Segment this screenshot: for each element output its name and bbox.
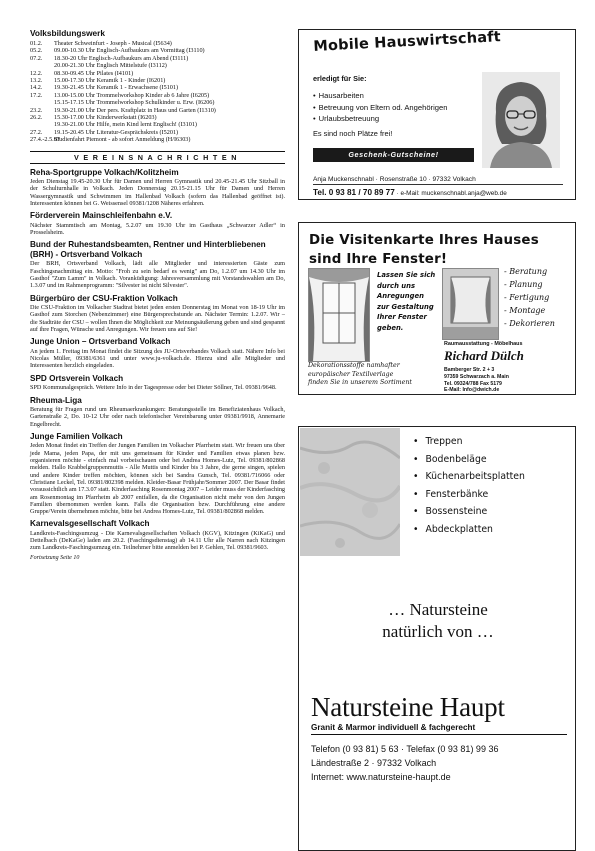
list-item: • Bodenbeläge <box>413 451 525 469</box>
phone: Telefon (0 93 81) 5 63 · Telefax (0 93 81) 99 36 <box>311 744 499 754</box>
course-text: 19.15-20.45 Uhr Literatur-Gesprächskreis (I5201) <box>54 128 179 136</box>
club-text: SPD Kommunalgespräch. Weitere Info in der Tagespresse oder bei Dieter Söllner, Tel. 09381/9648. <box>30 384 277 392</box>
club-text: Die CSU-Fraktion im Volkacher Stadtrat bietet jeden ersten Donnerstag im Monat von 18-19 Uhr im Gasthof zum Storchen (Nebenzimmer) eine Bürgersprechstunde an. Nächster Termin: 1.2.07. Wir – die Stadträte der CSU – wollen Ihnen die Möglichkeit zur Meinungsäußerung geben und sind gespannt auf ihre Fragen, Wünsche und Anregungen. Wir freuen uns auf Sie! <box>30 304 286 334</box>
text-line: Dekorationsstoffe namhafter <box>308 362 400 369</box>
club-text: Beratung für Fragen rund um Rheumaerkrankungen: Beratungsstelle im Benefiziatenhaus Volkach, Gartenstraße 2, Do. 10-12 Uhr oder nach telefonischer Vereinbarung unter 09381/9918, Annemarie Engelbrecht. <box>30 406 285 428</box>
voucher-banner: Geschenk-Gutscheine! <box>313 148 474 162</box>
ad-title: Mobile Hauswirtschaft <box>313 29 502 55</box>
city: 97359 Schwarzach a. Main <box>444 373 509 380</box>
product-list <box>413 433 525 539</box>
brand-tagline: Granit & Marmor individuell & fachgerecht <box>311 723 476 732</box>
slogan-line: … Natursteine <box>388 600 488 619</box>
list-item: • Urlaubsbetreuung <box>313 113 447 125</box>
course-date: 01.2. <box>30 40 43 47</box>
company-name: Richard Dülch <box>444 348 524 363</box>
course-text: 08.30-09.45 Uhr Pilates (I4101) <box>54 69 134 77</box>
service-list <box>313 90 447 125</box>
left-column <box>30 28 285 561</box>
club-title: Bund der Ruhestandsbeamten, Rentner und Hinterbliebenen (BRH) - Ortsverband Volkach <box>30 240 266 259</box>
ad-raumausstattung <box>298 222 576 395</box>
phone: Tel. 09324/788 Fax 5179 <box>444 380 502 387</box>
course-row <box>30 55 285 62</box>
vereinsnachrichten-banner: VEREINSNACHRICHTEN <box>30 151 285 164</box>
course-date <box>30 121 54 128</box>
club-notice <box>30 374 285 392</box>
volksbildungswerk-list <box>30 40 285 144</box>
text-line: finden Sie in unserem Sortiment <box>308 379 412 387</box>
course-text: 18.30-20 Uhr Englisch-Aufbaukurs am Abend (I3111) <box>54 54 189 62</box>
window-curtain-image <box>308 268 370 362</box>
course-date: 14.2. <box>30 84 43 92</box>
list-item: - Beratung <box>504 265 555 278</box>
course-text: 15.15-17.15 Uhr Trommelworkshop Schulkinder u. Erw. (I6206) <box>54 99 215 107</box>
club-notice <box>30 211 285 236</box>
ad-mobile-hauswirtschaft <box>298 29 576 200</box>
list-item: - Dekorieren <box>504 317 555 330</box>
slogan <box>299 599 577 643</box>
list-item: • Hausarbeiten <box>313 90 447 102</box>
course-row <box>30 70 285 77</box>
divider <box>311 734 567 735</box>
course-row <box>30 121 285 128</box>
course-row <box>30 62 285 69</box>
course-text: 13.00-15.00 Uhr Trommelworkshop Kinder ab 6 Jahre (I6205) <box>54 91 210 99</box>
text-line: Lassen Sie sich <box>377 271 436 279</box>
club-title: Junge Union – Ortsverband Volkach <box>30 337 171 347</box>
brand-contact <box>311 742 498 784</box>
street: Bamberger Str. 2 + 3 <box>444 367 495 373</box>
portrait-photo <box>482 72 560 168</box>
list-item: • Treppen <box>413 433 525 451</box>
interior-image <box>442 268 499 340</box>
ad-title <box>309 231 539 269</box>
list-item: • Bossensteine <box>413 503 525 521</box>
stone-texture-image <box>300 428 400 556</box>
course-row <box>30 47 285 54</box>
club-text: Jeden Dienstag 19.45-20.30 Uhr für Damen und Herren Gymnastik und 20.45-21.45 Uhr Sitzball in der Schulturnhalle in Volkach. Jeden Donnerstag 20.15-21.15 Uhr für Damen und Herren Wassergymnastik und Schwimmen im Hallenbad Volkach (sofern das Hallenbad geöffnet ist). Interessenten können bei G. Weissensel 09381/1208 Näheres erfahren. <box>30 178 285 208</box>
course-date <box>30 99 54 106</box>
course-date: 27.4.-2.5.07 <box>30 136 60 144</box>
club-title: Junge Familien Volkach <box>30 431 123 441</box>
club-text: Jeden Monat findet ein Treffen der Jungen Familien im Volkacher Pfarrheim statt. Wir freuen uns über jede Mama, jeden Papa, der mit uns gemeinsam für Kinder und Familien etwas planen bzw. organisieren möchte - einfach mal vorbeischauen oder bei Andrea Homes-Lutz, Tel. 09381/802868 melden. Hallo Krabbelgruppenmuttis - Alle Muttis und Kinder bis 3 Jahre, die gerne singen, spielen und andere Kinder treffen möchten, können sich bei Sandra Gunsch, Tel. 09381/716066 oder Christiane Leckel, Tel. 09381/802398 melden. Kleider-Basar Frühjahr/Sommer 2007. Der Basar findet voraussichtlich am 17.3.07 statt. Kinderfasching Rosenmontag 2007 – Leider muss der Kinderfasching am Rosenmontag im Pfarrheim ab 2007 entfallen, da die Organisation nicht mehr von den Jungen Familien übernommen werden kann. Falls die Organisation bzw. Durchführung eine andere Gruppe/Verein übernehmen möchte, bitte bei Andrea Homes-Lutz, Tel. 09381/802868 melden. <box>30 442 286 516</box>
course-text: 19.30-21.45 Uhr Keramik 1 - Erwachsene (I5101) <box>54 84 179 92</box>
contact-line <box>313 188 507 197</box>
ad-middle-text <box>377 270 435 334</box>
course-row <box>30 84 285 91</box>
course-row <box>30 129 285 136</box>
course-row <box>30 40 285 47</box>
volksbildungswerk-title: Volksbildungswerk <box>30 28 105 38</box>
course-text: 15.30-17.00 Uhr Kinderwerkstatt (I6203) <box>54 114 157 122</box>
course-date: 17.2. <box>30 91 43 99</box>
ad-bottom-text <box>308 362 412 388</box>
course-date: 23.2. <box>30 106 43 114</box>
club-title: Bürgerbüro der CSU-Fraktion Volkach <box>30 293 178 303</box>
list-item: • Betreuung von Eltern od. Angehörigen <box>313 102 447 114</box>
course-row <box>30 92 285 99</box>
text-line: durch uns <box>377 281 416 290</box>
text-line: Ihrer Fenster <box>377 313 427 322</box>
club-title: Rheuma-Liga <box>30 395 82 405</box>
course-date: 27.2. <box>30 128 43 136</box>
text-line: geben. <box>377 323 404 332</box>
ad-natursteine-haupt <box>298 426 576 851</box>
club-title: Förderverein Mainschleifenbahn e.V. <box>30 211 173 221</box>
course-date: 26.2. <box>30 114 43 122</box>
list-item: - Montage <box>504 304 555 317</box>
website: Internet: www.natursteine-haupt.de <box>311 772 451 782</box>
title-line: sind Ihre Fenster! <box>309 252 448 267</box>
slogan-line: natürlich von … <box>382 622 494 641</box>
title-line: Die Visitenkarte Ihres Hauses <box>309 233 539 248</box>
course-date: 05.2. <box>30 47 43 55</box>
course-text: Studienfahrt Piemont - ab sofort Anmeldung (H/I6303) <box>54 136 191 144</box>
address: Anja Muckenschnabl · Rosenstraße 10 · 97332 Volkach <box>313 176 563 185</box>
club-title: SPD Ortsverein Volkach <box>30 373 124 383</box>
club-title: Karnevalsgesellschaft Volkach <box>30 519 150 529</box>
club-text: Landkreis-Faschingsumzug - Die Karnevalsgesellschaften Volkach (KGV), Kitzingen (KiKaG) und Dettelbach (DeKaGe) laden am 20.2. (Faschingsdienstag) ab 14.11 Uhr alle Narren nach Kitzingen zum Landkreis-Faschingsumzug ein. Teilnehmer bitte anmelden bei P. Gehlen, Tel. 09381/9603. <box>30 529 285 552</box>
club-notice <box>30 519 285 551</box>
course-row <box>30 99 285 106</box>
list-item: • Küchenarbeitsplatten <box>413 468 525 486</box>
text-line: Anregungen <box>377 292 424 301</box>
continuation-note: Fortsetzung Seite 10 <box>30 554 80 561</box>
club-notice <box>30 396 285 428</box>
course-date: 12.2. <box>30 69 43 77</box>
club-text: Nächster Stammtisch am Montag, 5.2.07 um 19.30 Uhr im Gasthaus „Schwarzer Adler“ in Prosselsheim. <box>30 221 285 237</box>
course-text: 19.30-21.00 Uhr Hilfe, mein Kind lernt Englisch! (I3101) <box>54 121 197 129</box>
list-item: • Fensterbänke <box>413 486 525 504</box>
club-notice <box>30 294 285 334</box>
ad-subtitle: erledigt für Sie: <box>313 74 367 83</box>
course-text: Theater Schweinfurt - Joseph - Musical (I5634) <box>54 40 172 47</box>
course-text: 09.00-10.30 Uhr Englisch-Aufbaukurs am Vormittag (I3110) <box>54 47 205 55</box>
course-row <box>30 114 285 121</box>
services-list <box>504 265 555 330</box>
phone: Tel. 0 93 81 / 70 89 77 <box>313 188 395 197</box>
course-text: 20.00-21.30 Uhr Englisch Mittelstufe (I3112) <box>54 62 167 70</box>
list-item: - Planung <box>504 278 555 291</box>
availability-note: Es sind noch Plätze frei! <box>313 129 393 138</box>
course-text: 19.30-21.00 Uhr Der pers. Kraftplatz in Haus und Garten (I1310) <box>54 106 216 114</box>
course-row <box>30 107 285 114</box>
brand-name: Natursteine Haupt <box>311 692 505 722</box>
text-line: europäischer Textilverlage <box>308 370 394 378</box>
email: · e-Mail: muckenschnabl.anja@web.de <box>396 190 507 197</box>
course-text: 15.00-17.30 Uhr Keramik 1 - Kinder (I6201) <box>54 77 166 85</box>
course-date: 07.2. <box>30 54 43 62</box>
club-notice <box>30 240 285 289</box>
email: E-Mail: Info@dwich.de <box>444 387 500 394</box>
course-date <box>30 62 54 69</box>
club-notice <box>30 337 285 369</box>
course-row <box>30 136 285 143</box>
text-line: zur Gestaltung <box>377 302 434 311</box>
course-row <box>30 77 285 84</box>
club-text: Der BRH, Ortsverband Volkach, lädt alle Mitglieder und interessierten Gäste zum Faschingsnachmittag ein. Motto: "Froh zu sein bedarf es wenig" am Do, 1.2.07 um 14.30 Uhr im Gasthof "Zum Lamm" in Volkach. Voranküdigung: Jahresversammlung mit Vorstandswahlen am Do, 1.3.07 und im Rahmenprogramm: "Silvester ist nicht Silvester". <box>30 260 285 290</box>
club-notice <box>30 168 285 208</box>
course-date: 13.2. <box>30 77 43 85</box>
company-type: Raumausstattung - Möbelhaus <box>444 341 523 347</box>
address: Ländestraße 2 · 97332 Volkach <box>311 758 437 768</box>
club-notice <box>30 432 285 515</box>
company-contact <box>444 367 509 394</box>
club-title: Reha-Sportgruppe Volkach/Kolitzheim <box>30 167 179 177</box>
club-list <box>30 168 285 552</box>
club-text: An jedem 1. Freitag im Monat findet die Sitzung des JU-Ortsverbandes Volkach statt. Nähere Info bei Nicolas Müller, 09381/6361 und unter www.ju-volkach.de. Hierzu sind alle Mitglieder und Interessenten herzlich eingeladen. <box>30 347 285 370</box>
list-item: • Abdeckplatten <box>413 521 525 539</box>
list-item: - Fertigung <box>504 291 555 304</box>
